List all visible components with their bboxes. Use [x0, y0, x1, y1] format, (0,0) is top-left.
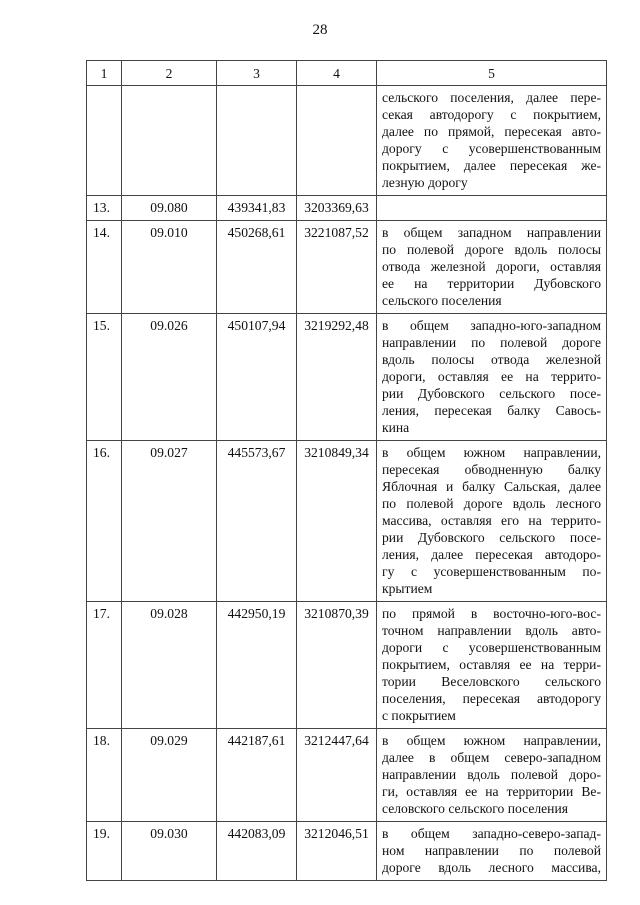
description-line: массива, оставляя его на террито-: [382, 513, 601, 528]
description-line: вдоль полосы отвода железной: [382, 352, 601, 367]
description-line: в общем южном направлении,: [382, 733, 601, 748]
description-line: пересекая обводненную балку: [382, 462, 601, 477]
description-line: далее по прямой, пересекая авто-: [382, 124, 601, 139]
table-row: [87, 314, 607, 441]
point-code-cell: 09.080: [122, 196, 217, 221]
description-line: рии Дубовского сельского посе-: [382, 530, 601, 545]
table-row: [87, 602, 607, 729]
table-row: [87, 221, 607, 314]
coordinate-y-cell: 3221087,52: [297, 221, 377, 314]
column-header: 5: [377, 61, 607, 86]
coordinate-y-cell: 3210849,34: [297, 441, 377, 602]
coordinate-x-cell: 442187,61: [217, 729, 297, 822]
description-line: направлении вдоль полевой доро-: [382, 767, 601, 782]
boundary-description-cell: [377, 729, 607, 822]
description-line: дороге вдоль лесного массива,: [382, 860, 601, 875]
table-row: [87, 729, 607, 822]
description-line: селовского сельского поселения: [382, 801, 568, 816]
coordinate-y-cell: 3212447,64: [297, 729, 377, 822]
description-line: сельского поселения, далее пере-: [382, 90, 601, 105]
description-line: секая автодорогу с покрытием,: [382, 107, 601, 122]
description-line: покрытием, далее пересекая же-: [382, 158, 601, 173]
coordinate-x-cell: [217, 86, 297, 196]
point-code-cell: 09.029: [122, 729, 217, 822]
description-line: ления, пересекая балку Савось-: [382, 403, 601, 418]
table-row: [87, 441, 607, 602]
column-header: 1: [87, 61, 122, 86]
coordinate-x-cell: 445573,67: [217, 441, 297, 602]
description-line: покрытием, оставляя ее на терри-: [382, 657, 601, 672]
description-line: сельского поселения: [382, 293, 502, 308]
description-line: лезную дорогу: [382, 175, 468, 190]
description-line: гу с усовершенствованным по-: [382, 564, 601, 579]
description-line: в общем западно-юго-западном: [382, 318, 601, 333]
description-line: дорогу с усовершенствованным: [382, 141, 601, 156]
description-line: дороги с усовершенствованным: [382, 640, 601, 655]
coordinate-y-cell: 3210870,39: [297, 602, 377, 729]
boundary-description-cell: [377, 86, 607, 196]
row-number-cell: 17.: [87, 602, 122, 729]
column-header: 2: [122, 61, 217, 86]
description-line: далее в общем северо-западном: [382, 750, 601, 765]
coordinate-x-cell: 442083,09: [217, 822, 297, 881]
coordinate-y-cell: [297, 86, 377, 196]
point-code-cell: [122, 86, 217, 196]
description-line: в общем западно-северо-запад-: [382, 826, 601, 841]
boundary-description-cell: [377, 822, 607, 881]
row-number-cell: 18.: [87, 729, 122, 822]
boundary-description-cell: [377, 221, 607, 314]
table-header-row: [87, 61, 607, 86]
page-number: 28: [312, 22, 328, 38]
row-number-cell: [87, 86, 122, 196]
coordinate-y-cell: 3212046,51: [297, 822, 377, 881]
description-line: ления, далее пересекая автодоро-: [382, 547, 601, 562]
description-line: крытием: [382, 581, 433, 596]
point-code-cell: 09.028: [122, 602, 217, 729]
point-code-cell: 09.026: [122, 314, 217, 441]
description-line: по полевой дороге вдоль полосы: [382, 242, 601, 257]
description-line: в общем южном направлении,: [382, 445, 601, 460]
coordinate-x-cell: 442950,19: [217, 602, 297, 729]
description-line: тории Веселовского сельского: [382, 674, 601, 689]
coordinate-x-cell: 450268,61: [217, 221, 297, 314]
description-line: ги, оставляя ее на территории Ве-: [382, 784, 601, 799]
boundary-description-cell: [377, 441, 607, 602]
description-line: направлении по полевой дороге: [382, 335, 601, 350]
point-code-cell: 09.010: [122, 221, 217, 314]
description-line: Яблочная и балку Сальская, далее: [382, 479, 601, 494]
boundary-description-cell: [377, 314, 607, 441]
table-row: [87, 196, 607, 221]
description-line: точном направлении вдоль авто-: [382, 623, 601, 638]
coordinate-x-cell: 439341,83: [217, 196, 297, 221]
boundary-table: [86, 60, 607, 881]
coordinate-x-cell: 450107,94: [217, 314, 297, 441]
point-code-cell: 09.027: [122, 441, 217, 602]
description-line: ее на территории Дубовского: [382, 276, 601, 291]
column-header: 3: [217, 61, 297, 86]
description-line: кина: [382, 420, 410, 435]
column-header: 4: [297, 61, 377, 86]
table-row: [87, 86, 607, 196]
description-line: по полевой дороге вдоль лесного: [382, 496, 601, 511]
table-row: [87, 822, 607, 881]
boundary-description-cell: [377, 196, 607, 221]
description-line: в общем западном направлении: [382, 225, 601, 240]
row-number-cell: 15.: [87, 314, 122, 441]
coordinate-y-cell: 3219292,48: [297, 314, 377, 441]
description-line: по прямой в восточно-юго-вос-: [382, 606, 601, 621]
coordinate-y-cell: 3203369,63: [297, 196, 377, 221]
row-number-cell: 13.: [87, 196, 122, 221]
description-line: дороги, оставляя ее на террито-: [382, 369, 601, 384]
row-number-cell: 19.: [87, 822, 122, 881]
description-line: с покрытием: [382, 708, 456, 723]
row-number-cell: 16.: [87, 441, 122, 602]
point-code-cell: 09.030: [122, 822, 217, 881]
description-line: поселения, пересекая автодорогу: [382, 691, 601, 706]
description-line: рии Дубовского сельского посе-: [382, 386, 601, 401]
boundary-description-cell: [377, 602, 607, 729]
description-line: ном направлении по полевой: [382, 843, 601, 858]
description-line: отвода железной дороги, оставляя: [382, 259, 601, 274]
row-number-cell: 14.: [87, 221, 122, 314]
